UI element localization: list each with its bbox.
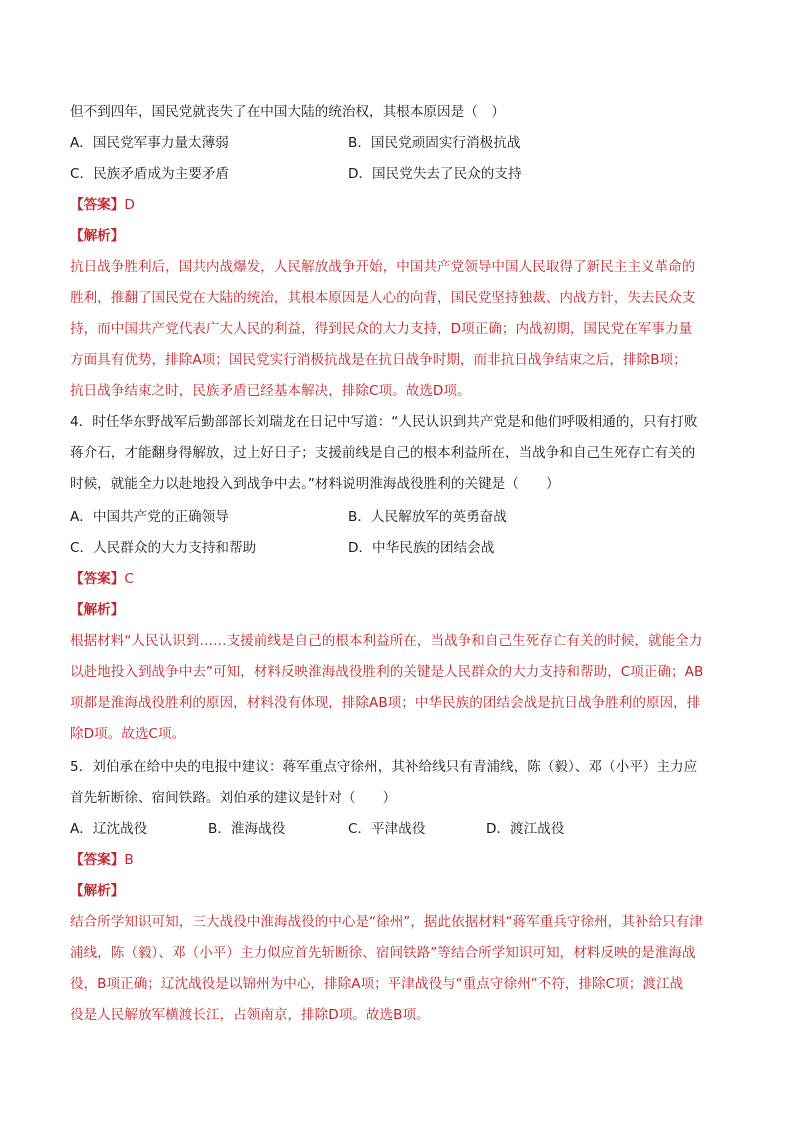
analysis-label: 【解析】 (70, 228, 125, 244)
q3-analysis-line: 方面具有优势，排除A项；国民党实行消极抗战是在抗日战争时期，而非抗日战争结束之后，排除B项； (70, 352, 687, 368)
q5-stem-line: 5．刘伯承在给中央的电报中建议：蒋军重点守徐州，其补给线只有青浦线，陈（毅）、邓（小平）主力应 (70, 759, 698, 775)
q4-option-c: C．人民群众的大力支持和帮助 (70, 540, 257, 556)
q4-analysis-line: 除D项。故选C项。 (70, 726, 186, 742)
answer-label: 【答案】 (70, 197, 125, 213)
q4-stem-line: 时候，就能全力以赴地投入到战争中去。”材料说明淮海战役胜利的关键是（ ） (70, 476, 560, 492)
q3-analysis-line: 抗日战争胜利后，国共内战爆发，人民解放战争开始，中国共产党领导中国人民取得了新民主主义革命的 (70, 259, 696, 275)
q3-analysis-label (70, 226, 724, 246)
q3-analysis-line: 抗日战争结束之时，民族矛盾已经基本解决，排除C项。故选D项。 (70, 383, 471, 399)
q5-answer (70, 850, 724, 870)
q5-analysis-line: 结合所学知识可知，三大战役中淮海战役的中心是“徐州”，据此依据材料“蒋军重兵守徐州，其补给只有津 (70, 914, 703, 930)
q5-option-c: C．平津战役 (348, 821, 426, 837)
q3-option-b: B．国民党顽固实行消极抗战 (348, 135, 521, 151)
q3-stem: 但不到四年，国民党就丧失了在中国大陆的统治权，其根本原因是（ ） (70, 104, 505, 120)
q3-answer (70, 195, 724, 215)
q4-analysis-line: 项都是淮海战役胜利的原因，材料没有体现，排除AB项；中华民族的团结会战是抗日战争胜利的原因，排 (70, 695, 701, 711)
answer-value: D (124, 197, 135, 213)
q3-option-d: D．国民党失去了民众的支持 (348, 166, 522, 182)
q3-analysis-line: 持，而中国共产党代表广大人民的利益，得到民众的大力支持，D项正确；内战初期，国民党在军事力量 (70, 321, 693, 337)
q4-answer (70, 569, 724, 589)
answer-label: 【答案】 (70, 852, 125, 868)
q5-option-b: B．淮海战役 (208, 821, 286, 837)
q4-analysis-line: 根据材料“人民认识到……支援前线是自己的根本利益所在，当战争和自己生死存亡有关的时候，就能全力 (70, 633, 703, 649)
q5-stem-line: 首先斩断徐、宿间铁路。刘伯承的建议是针对（ ） (70, 790, 397, 806)
q5-analysis-line: 役是人民解放军横渡长江，占领南京，排除D项。故选B项。 (70, 1007, 430, 1023)
answer-value: B (124, 852, 134, 868)
answer-label: 【答案】 (70, 571, 125, 587)
q5-analysis-line: 浦线，陈（毅）、邓（小平）主力似应首先斩断徐、宿间铁路”等结合所学知识可知，材料反映的是淮海战 (70, 945, 696, 961)
q4-option-b: B．人民解放军的英勇奋战 (348, 509, 507, 525)
q3-option-a: A．国民党军事力量太薄弱 (70, 135, 229, 151)
analysis-label: 【解析】 (70, 602, 125, 618)
analysis-label: 【解析】 (70, 883, 125, 899)
q4-stem-line: 4．时任华东野战军后勤部部长刘瑞龙在日记中写道：“人民认识到共产党是和他们呼吸相通的，只有打败 (70, 414, 698, 430)
q5-option-d: D．渡江战役 (486, 821, 565, 837)
q4-option-d: D．中华民族的团结会战 (348, 540, 495, 556)
q3-option-c: C．民族矛盾成为主要矛盾 (70, 166, 230, 182)
q4-analysis-label (70, 600, 724, 620)
q5-analysis-line: 役，B项正确；辽沈战役是以锦州为中心，排除A项；平津战役与“重点守徐州”不符，排除C项；渡江战 (70, 976, 684, 992)
q3-analysis-line: 胜利，推翻了国民党在大陆的统治，其根本原因是人心的向背，国民党坚持独裁、内战方针，失去民众支 (70, 290, 696, 306)
q5-analysis-label (70, 881, 724, 901)
q4-stem-line: 蒋介石，才能翻身得解放，过上好日子；支援前线是自己的根本利益所在，当战争和自己生死存亡有关的 (70, 445, 696, 461)
q4-analysis-line: 以赴地投入到战争中去”可知，材料反映淮海战役胜利的关键是人民群众的大力支持和帮助，C项正确；AB (70, 664, 704, 680)
q4-option-a: A．中国共产党的正确领导 (70, 509, 229, 525)
answer-value: C (124, 571, 134, 587)
q5-option-a: A．辽沈战役 (70, 821, 148, 837)
